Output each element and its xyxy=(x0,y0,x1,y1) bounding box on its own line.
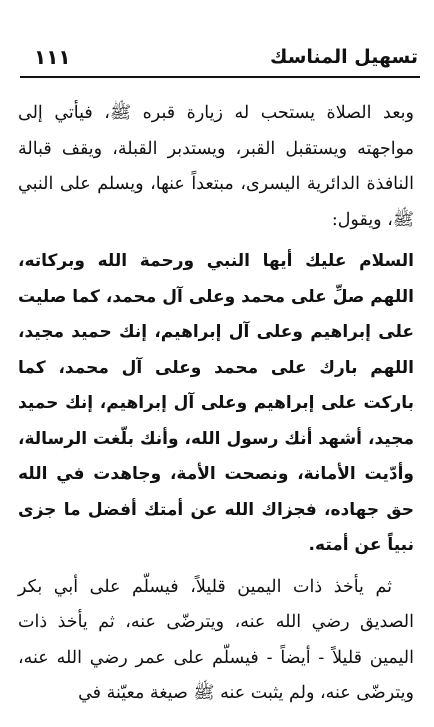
paragraph-salutation: السلام عليك أيها النبي ورحمة الله وبركاته، اللهم صلِّ على محمد وعلى آل محمد، كما صليت على إبراهيم وعلى آل إبراهيم، إنك حميد مجيد، اللهم بارك على محمد وعلى آل محمد، كما باركت على إبراهيم وعلى آل إبراهيم، إنك حميد مجيد، أشهد أنك رسول الله، وأنك بلّغت الرسالة، وأدّيت الأمانة، ونصحت الأمة، وجاهدت في الله حق جهاده، فجزاك الله عن أمتك أفضل ما جزى نبياً عن أمته. xyxy=(18,251,414,555)
body-text xyxy=(18,96,414,718)
paragraph-visit-intro: وبعد الصلاة يستحب له زيارة قبره ﷺ، فيأتي إلى مواجهته ويستقبل القبر، ويستدبر القبلة، ويقف قبالة النافذة الدائرية اليسرى، مبتعداً عنها، ويسلم على النبي ﷺ، ويقول: xyxy=(18,103,414,230)
paragraph-companions-greeting: ثم يأخذ ذات اليمين قليلاً، فيسلّم على أبي بكر الصديق رضي الله عنه، ويترضّى عنه، ثم يأخذ ذات اليمين قليلاً - أيضاً - فيسلّم على عمر رضي الله عنه، ويترضّى عنه، ولم يثبت عنه ﷺ صيغة معيّنة في xyxy=(18,576,414,703)
running-title: تسهيل المناسك xyxy=(270,46,418,68)
header-rule xyxy=(20,76,420,78)
page-header xyxy=(28,40,418,74)
page-number: ١١١ xyxy=(34,45,71,69)
